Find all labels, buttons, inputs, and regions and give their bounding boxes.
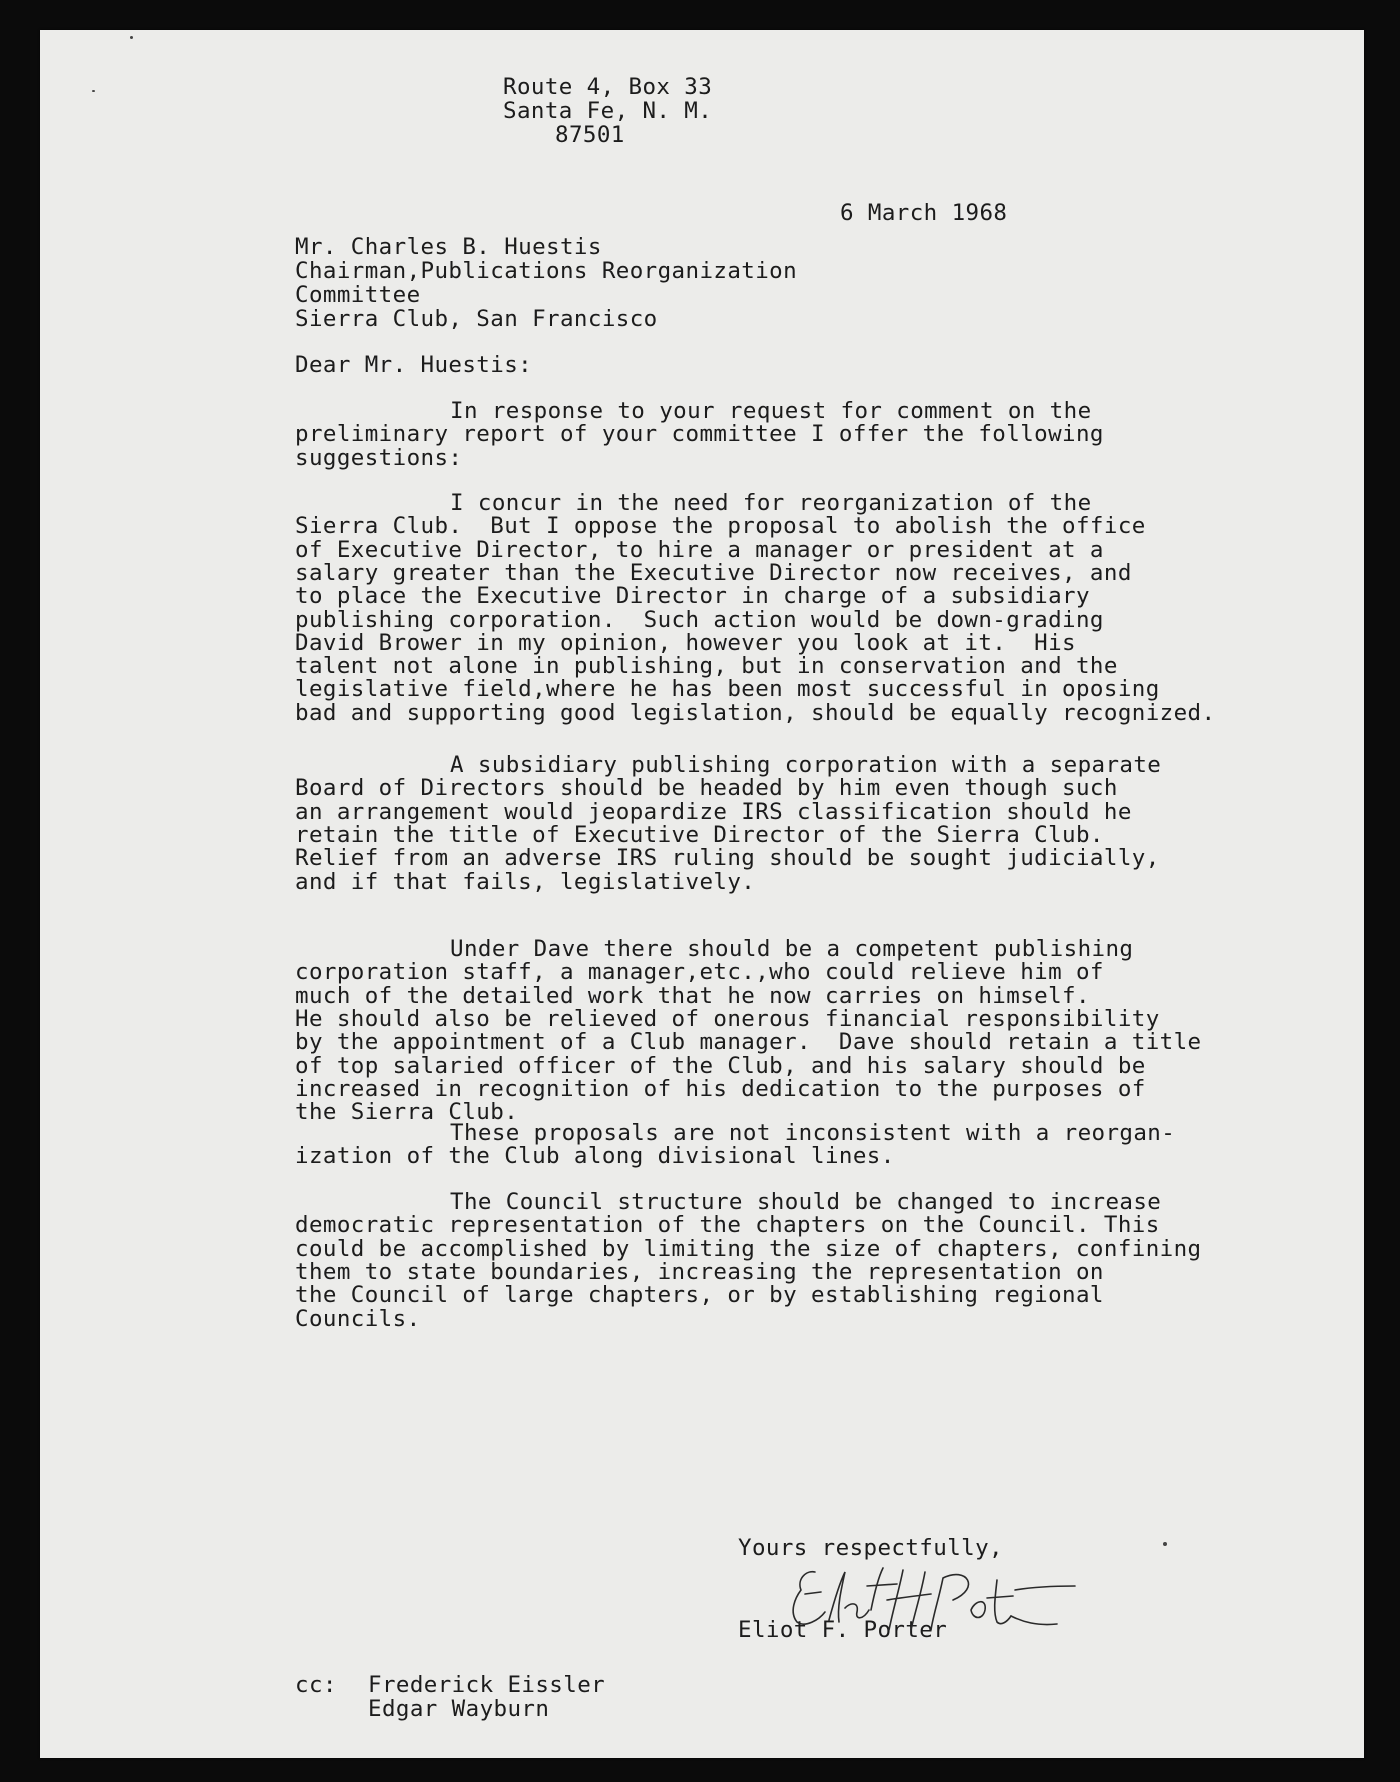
paragraph-line: preliminary report of your committee I offer the following (295, 421, 1104, 448)
paragraph-line: The Council structure should be changed to increase (450, 1189, 1162, 1215)
letterhead-line: Santa Fe, N. M. (503, 98, 713, 124)
recipient-line: Committee (295, 282, 421, 308)
paragraph-line: to place the Executive Director in charge of a subsidiary (295, 583, 1090, 610)
paragraph-line: democratic representation of the chapters on the Council. This (295, 1212, 1160, 1239)
letterhead-line: Route 4, Box 33 (503, 74, 713, 100)
paragraph-line: retain the title of Executive Director of the Sierra Club. (295, 821, 1104, 848)
paragraph-line: A subsidiary publishing corporation with a separate (450, 752, 1162, 778)
recipient-line: Chairman,Publications Reorganization (295, 258, 798, 284)
paragraph-line: them to state boundaries, increasing the representation on (295, 1258, 1104, 1285)
paragraph-line: Councils. (295, 1305, 421, 1332)
paragraph-line: the Council of large chapters, or by establishing regional (295, 1282, 1104, 1309)
signer-name: Eliot F. Porter (738, 1617, 948, 1643)
paragraph-line: ization of the Club along divisional lines. (295, 1143, 895, 1170)
paragraph-line: I concur in the need for reorganization of the (450, 490, 1092, 516)
paragraph-line: bad and supporting good legislation, should be equally recognized. (295, 699, 1216, 726)
recipient-line: Mr. Charles B. Huestis (295, 234, 602, 260)
letter-date: 6 March 1968 (840, 200, 1008, 226)
salutation: Dear Mr. Huestis: (295, 352, 533, 378)
paragraph-line: David Brower in my opinion, however you look at it. His (295, 629, 1076, 656)
paragraph-line: an arrangement would jeopardize IRS classification should he (295, 798, 1132, 825)
paragraph-line: much of the detailed work that he now carries on himself. (295, 982, 1090, 1009)
paragraph-line: salary greater than the Executive Director now receives, and (295, 559, 1132, 586)
paragraph-line: He should also be relieved of onerous financial responsibility (295, 1005, 1160, 1032)
cc-name: Frederick Eissler (368, 1672, 606, 1698)
paragraph-line: Sierra Club. But I oppose the proposal to abolish the office (295, 513, 1146, 540)
paragraph-line: of top salaried officer of the Club, and his salary should be (295, 1052, 1146, 1079)
paragraph-line: of Executive Director, to hire a manager or president at a (295, 536, 1104, 563)
paragraph-line: suggestions: (295, 444, 463, 471)
paragraph-line: by the appointment of a Club manager. Dave should retain a title (295, 1029, 1202, 1056)
closing: Yours respectfully, (738, 1535, 1003, 1561)
paragraph-line: legislative field,where he has been most successful in oposing (295, 676, 1160, 703)
paragraph-line: In response to your request for comment on the (450, 398, 1092, 424)
letterhead-line: 87501 (555, 122, 625, 148)
letter-page (40, 30, 1364, 1758)
paragraph-line: and if that fails, legislatively. (295, 868, 756, 895)
paragraph-line: corporation staff, a manager,etc.,who could relieve him of (295, 959, 1104, 986)
paragraph-line: These proposals are not inconsistent with a reorgan- (450, 1120, 1176, 1146)
paragraph-line: Under Dave there should be a competent publishing (450, 936, 1134, 962)
paragraph-line: could be accomplished by limiting the size of chapters, confining (295, 1235, 1202, 1262)
cc-name: Edgar Wayburn (368, 1696, 550, 1722)
paragraph-line: increased in recognition of his dedication to the purposes of (295, 1075, 1146, 1102)
signature (775, 1550, 1135, 1640)
paragraph-line: Board of Directors should be headed by him even though such (295, 775, 1118, 802)
paragraph-line: publishing corporation. Such action would be down-grading (295, 606, 1104, 633)
recipient-line: Sierra Club, San Francisco (295, 306, 658, 332)
paragraph-line: the Sierra Club. (295, 1099, 519, 1126)
cc-label: cc: (295, 1672, 337, 1698)
paragraph-line: talent not alone in publishing, but in conservation and the (295, 653, 1118, 680)
paragraph-line: Relief from an adverse IRS ruling should be sought judicially, (295, 845, 1160, 872)
